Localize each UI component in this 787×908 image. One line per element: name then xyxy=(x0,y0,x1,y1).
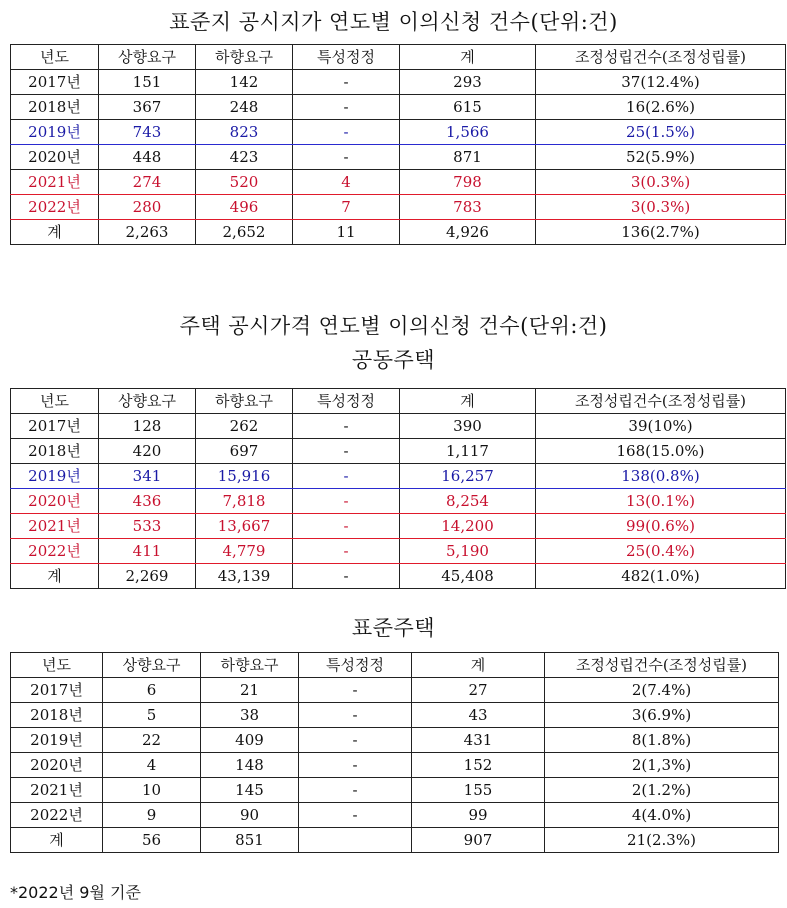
table-cell: 2018년 xyxy=(11,703,103,728)
table-cell: 2017년 xyxy=(11,678,103,703)
table-cell: - xyxy=(299,703,412,728)
column-header: 계 xyxy=(400,45,536,70)
standard-housing-table xyxy=(10,652,779,853)
header-row xyxy=(11,653,779,678)
housing-title: 주택 공시가격 연도별 이의신청 건수(단위:건) xyxy=(179,314,608,338)
table-cell: 743 xyxy=(99,120,196,145)
table-cell: 4,926 xyxy=(400,220,536,245)
apartment-table xyxy=(10,388,786,589)
column-header: 특성정정 xyxy=(293,45,400,70)
table-cell: - xyxy=(299,753,412,778)
table-cell: 142 xyxy=(196,70,293,95)
table-cell: 16(2.6%) xyxy=(536,95,786,120)
table-cell: 851 xyxy=(201,828,299,853)
table-cell: 168(15.0%) xyxy=(536,439,786,464)
table-row xyxy=(11,195,786,220)
table-cell: 615 xyxy=(400,95,536,120)
table-cell: 274 xyxy=(99,170,196,195)
standard-housing-subtitle: 표준주택 xyxy=(351,616,436,640)
column-header: 조정성립건수(조정성립률) xyxy=(545,653,779,678)
table-cell: 2,269 xyxy=(99,564,196,589)
table-row xyxy=(11,170,786,195)
table-cell: 25(0.4%) xyxy=(536,539,786,564)
table-cell: 248 xyxy=(196,95,293,120)
table-cell: - xyxy=(293,120,400,145)
table-cell: 2020년 xyxy=(11,145,99,170)
table-cell: 계 xyxy=(11,564,99,589)
table-cell: 43,139 xyxy=(196,564,293,589)
column-header: 년도 xyxy=(11,389,99,414)
table-row xyxy=(11,439,786,464)
table-cell: 411 xyxy=(99,539,196,564)
table-cell: 21 xyxy=(201,678,299,703)
table-cell: 45,408 xyxy=(400,564,536,589)
table-cell: 533 xyxy=(99,514,196,539)
table-cell: - xyxy=(293,70,400,95)
table-cell: 2,652 xyxy=(196,220,293,245)
table-cell: 99(0.6%) xyxy=(536,514,786,539)
column-header: 조정성립건수(조정성립률) xyxy=(536,45,786,70)
table-cell: 90 xyxy=(201,803,299,828)
table-cell: 27 xyxy=(412,678,545,703)
table-cell: 4,779 xyxy=(196,539,293,564)
column-header: 년도 xyxy=(11,45,99,70)
table-cell: 99 xyxy=(412,803,545,828)
column-header: 상향요구 xyxy=(99,389,196,414)
column-header: 특성정정 xyxy=(293,389,400,414)
table-cell: - xyxy=(293,145,400,170)
column-header: 하향요구 xyxy=(196,45,293,70)
table-cell: 21(2.3%) xyxy=(545,828,779,853)
table-cell: 2017년 xyxy=(11,70,99,95)
table-cell: 823 xyxy=(196,120,293,145)
table-row xyxy=(11,514,786,539)
table-cell: 436 xyxy=(99,489,196,514)
table-cell: 3(0.3%) xyxy=(536,195,786,220)
table-row xyxy=(11,753,779,778)
table-cell: 4 xyxy=(103,753,201,778)
table-row xyxy=(11,70,786,95)
table-cell: 2019년 xyxy=(11,464,99,489)
table-cell: 136(2.7%) xyxy=(536,220,786,245)
table-cell: 423 xyxy=(196,145,293,170)
table-cell: 2019년 xyxy=(11,728,103,753)
table-cell: 3(6.9%) xyxy=(545,703,779,728)
table-row xyxy=(11,778,779,803)
table-cell: 56 xyxy=(103,828,201,853)
table-cell: 5 xyxy=(103,703,201,728)
table-cell: 7,818 xyxy=(196,489,293,514)
table-cell: 15,916 xyxy=(196,464,293,489)
table-cell: 520 xyxy=(196,170,293,195)
table-cell: 52(5.9%) xyxy=(536,145,786,170)
table-row xyxy=(11,703,779,728)
table-cell: - xyxy=(299,678,412,703)
table-cell: 11 xyxy=(293,220,400,245)
column-header: 상향요구 xyxy=(99,45,196,70)
column-header: 하향요구 xyxy=(201,653,299,678)
table-cell: 128 xyxy=(99,414,196,439)
table-cell: 496 xyxy=(196,195,293,220)
table-cell: 2019년 xyxy=(11,120,99,145)
column-header: 특성정정 xyxy=(299,653,412,678)
table-cell: 14,200 xyxy=(400,514,536,539)
table-cell: 148 xyxy=(201,753,299,778)
table-cell: 10 xyxy=(103,778,201,803)
table-row xyxy=(11,95,786,120)
table-cell: 2018년 xyxy=(11,95,99,120)
table-cell: - xyxy=(293,514,400,539)
table-cell: 138(0.8%) xyxy=(536,464,786,489)
table-cell: 431 xyxy=(412,728,545,753)
column-header: 계 xyxy=(400,389,536,414)
header-row xyxy=(11,389,786,414)
table-cell: 280 xyxy=(99,195,196,220)
table-cell: 262 xyxy=(196,414,293,439)
table-row xyxy=(11,464,786,489)
table-cell: 9 xyxy=(103,803,201,828)
column-header: 년도 xyxy=(11,653,103,678)
table-cell: 8(1.8%) xyxy=(545,728,779,753)
table-cell: 871 xyxy=(400,145,536,170)
table-cell: 13,667 xyxy=(196,514,293,539)
table-cell: 448 xyxy=(99,145,196,170)
table-cell xyxy=(299,828,412,853)
table-cell: 2021년 xyxy=(11,514,99,539)
table-cell: 1,566 xyxy=(400,120,536,145)
table-cell: 7 xyxy=(293,195,400,220)
table-cell: 907 xyxy=(412,828,545,853)
table-cell: 2(1,3%) xyxy=(545,753,779,778)
table-cell: 482(1.0%) xyxy=(536,564,786,589)
table-cell: 2,263 xyxy=(99,220,196,245)
column-header: 조정성립건수(조정성립률) xyxy=(536,389,786,414)
table-cell: 5,190 xyxy=(400,539,536,564)
column-header: 상향요구 xyxy=(103,653,201,678)
table-row xyxy=(11,414,786,439)
table-cell: 37(12.4%) xyxy=(536,70,786,95)
table-row xyxy=(11,803,779,828)
table-cell: 3(0.3%) xyxy=(536,170,786,195)
table-row xyxy=(11,828,779,853)
column-header: 계 xyxy=(412,653,545,678)
table-row xyxy=(11,220,786,245)
table-cell: 2021년 xyxy=(11,170,99,195)
table-cell: - xyxy=(293,464,400,489)
table-cell: 2022년 xyxy=(11,539,99,564)
column-header: 하향요구 xyxy=(196,389,293,414)
table-cell: 2021년 xyxy=(11,778,103,803)
table-cell: 390 xyxy=(400,414,536,439)
table-cell: 4(4.0%) xyxy=(545,803,779,828)
table-cell: 798 xyxy=(400,170,536,195)
header-row xyxy=(11,45,786,70)
table-cell: - xyxy=(293,539,400,564)
table-row xyxy=(11,489,786,514)
table-cell: 2(1.2%) xyxy=(545,778,779,803)
table-row xyxy=(11,120,786,145)
table-cell: 2020년 xyxy=(11,489,99,514)
table-cell: 2018년 xyxy=(11,439,99,464)
table-cell: 16,257 xyxy=(400,464,536,489)
table-cell: 152 xyxy=(412,753,545,778)
footnote: *2022년 9월 기준 xyxy=(10,883,141,902)
table-cell: 293 xyxy=(400,70,536,95)
table-cell: - xyxy=(299,778,412,803)
table-cell: 151 xyxy=(99,70,196,95)
table-cell: 409 xyxy=(201,728,299,753)
table-cell: - xyxy=(293,564,400,589)
table-cell: 1,117 xyxy=(400,439,536,464)
table-cell: 341 xyxy=(99,464,196,489)
table-cell: - xyxy=(293,489,400,514)
table-row xyxy=(11,564,786,589)
table-cell: 39(10%) xyxy=(536,414,786,439)
table-row xyxy=(11,539,786,564)
table-row xyxy=(11,145,786,170)
land-table xyxy=(10,44,786,245)
table-cell: - xyxy=(293,439,400,464)
table-cell: 8,254 xyxy=(400,489,536,514)
table-cell: 계 xyxy=(11,828,103,853)
apartment-subtitle: 공동주택 xyxy=(351,348,436,372)
table-cell: 2(7.4%) xyxy=(545,678,779,703)
table-cell: 43 xyxy=(412,703,545,728)
table-cell: 13(0.1%) xyxy=(536,489,786,514)
table-cell: 25(1.5%) xyxy=(536,120,786,145)
table-cell: - xyxy=(293,414,400,439)
table-cell: 155 xyxy=(412,778,545,803)
table-row xyxy=(11,728,779,753)
table-cell: 2022년 xyxy=(11,803,103,828)
table-cell: 145 xyxy=(201,778,299,803)
table-cell: 2020년 xyxy=(11,753,103,778)
table-cell: 계 xyxy=(11,220,99,245)
table-row xyxy=(11,678,779,703)
table-cell: 38 xyxy=(201,703,299,728)
table-cell: 2017년 xyxy=(11,414,99,439)
table-cell: 420 xyxy=(99,439,196,464)
table-cell: - xyxy=(299,728,412,753)
table-cell: - xyxy=(299,803,412,828)
table-cell: 783 xyxy=(400,195,536,220)
land-title: 표준지 공시지가 연도별 이의신청 건수(단위:건) xyxy=(169,10,618,34)
table-cell: 22 xyxy=(103,728,201,753)
table-cell: 697 xyxy=(196,439,293,464)
table-cell: - xyxy=(293,95,400,120)
table-cell: 6 xyxy=(103,678,201,703)
table-cell: 2022년 xyxy=(11,195,99,220)
table-cell: 367 xyxy=(99,95,196,120)
table-cell: 4 xyxy=(293,170,400,195)
